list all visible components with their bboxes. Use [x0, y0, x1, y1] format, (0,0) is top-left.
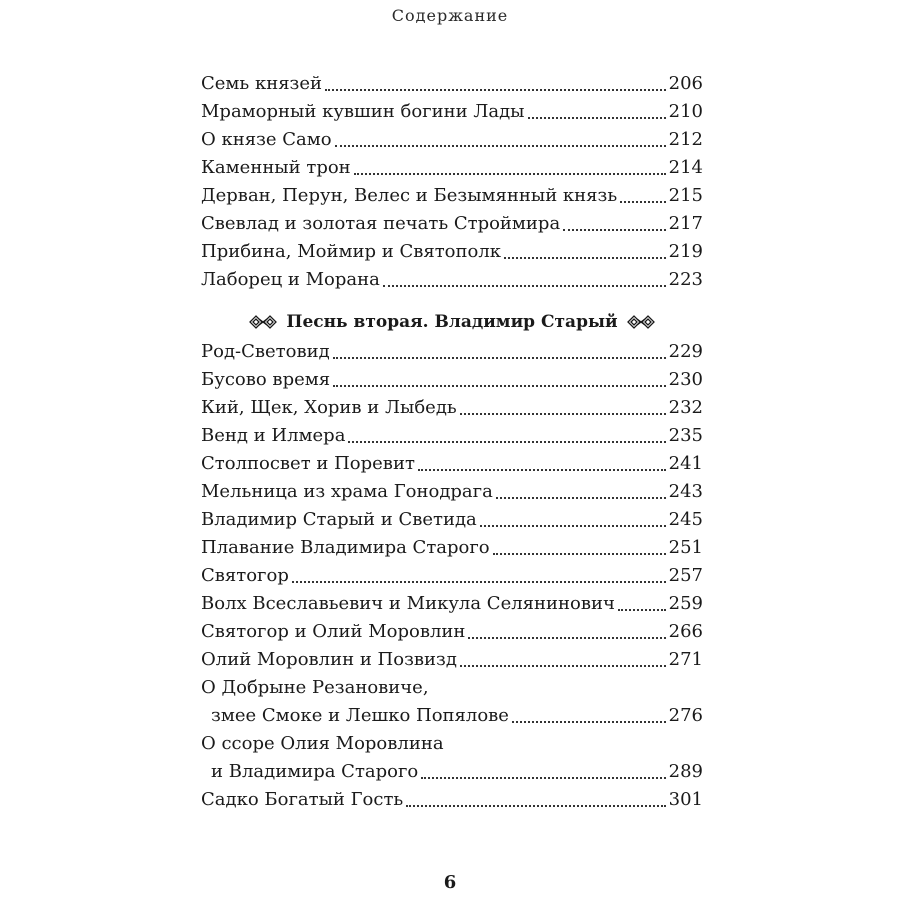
toc-entry	[201, 618, 703, 646]
dot-leader	[333, 357, 666, 359]
page-number: 6	[443, 872, 457, 893]
toc-entry-page: 212	[668, 129, 703, 150]
toc-entry-page: 223	[668, 269, 703, 290]
toc-entry	[201, 154, 703, 182]
toc-entry-title: Лаборец и Морана	[201, 269, 380, 290]
toc-entry-page: 243	[668, 481, 703, 502]
toc-entry-page: 219	[668, 241, 703, 262]
section-heading-text: Песнь вторая. Владимир Старый	[286, 312, 618, 332]
toc-entry-title: Бусово время	[201, 369, 331, 390]
dot-leader	[292, 581, 666, 583]
toc-entry-title: Мраморный кувшин богини Лады	[201, 101, 525, 122]
toc-entry-page: 230	[668, 369, 703, 390]
dot-leader	[480, 525, 666, 527]
toc-entry-title-continued: змее Смоке и Лешко Попялове	[211, 705, 509, 726]
toc-entry-title: О ссоре Олия Моровлина	[201, 733, 444, 754]
toc-entry-page: 215	[668, 185, 703, 206]
dot-leader	[383, 285, 666, 287]
dot-leader	[421, 777, 665, 779]
dot-leader	[496, 497, 666, 499]
toc-entry-title: Прибина, Моймир и Святополк	[201, 241, 502, 262]
dot-leader	[406, 805, 665, 807]
dot-leader	[468, 637, 665, 639]
knot-ornament-icon	[626, 314, 656, 330]
toc-entry-title: Кий, Щек, Хорив и Лыбедь	[201, 397, 457, 418]
toc-entry-title: Владимир Старый и Светида	[201, 509, 477, 530]
toc-entry-title: Каменный трон	[201, 157, 351, 178]
dot-leader	[493, 553, 666, 555]
toc-entry-title-continued: и Владимира Старого	[211, 761, 419, 782]
dot-leader	[504, 257, 666, 259]
toc-entry-page: 217	[668, 213, 703, 234]
toc-entry	[201, 506, 703, 534]
toc-entry-title: Садко Богатый Гость	[201, 789, 404, 810]
toc-entry-page: 276	[668, 705, 703, 726]
toc-entry	[201, 534, 703, 562]
table-of-contents	[201, 70, 703, 814]
toc-entry	[201, 590, 703, 618]
toc-entry-page: 251	[668, 537, 703, 558]
toc-entry-title: Венд и Илмера	[201, 425, 346, 446]
toc-entry-page: 241	[668, 453, 703, 474]
dot-leader	[460, 413, 666, 415]
toc-entry-title: Семь князей	[201, 73, 323, 94]
toc-entry-title: О Добрыне Резановиче,	[201, 677, 429, 698]
toc-entry-page: 289	[668, 761, 703, 782]
toc-entry	[201, 238, 703, 266]
toc-entry	[201, 450, 703, 478]
running-head: Содержание	[391, 6, 509, 25]
toc-entry	[201, 786, 703, 814]
toc-entry-page: 271	[668, 649, 703, 670]
dot-leader	[460, 665, 666, 667]
toc-entry-title: Мельница из храма Гонодрага	[201, 481, 493, 502]
toc-entry-title: Волх Всеславьевич и Микула Селянинович	[201, 593, 615, 614]
dot-leader	[333, 385, 666, 387]
toc-entry-title: Святогор и Олий Моровлин	[201, 621, 466, 642]
toc-entry	[201, 266, 703, 294]
toc-entry	[201, 674, 703, 730]
toc-entry	[201, 366, 703, 394]
dot-leader	[325, 89, 666, 91]
toc-entry-title: Святогор	[201, 565, 289, 586]
dot-leader	[335, 145, 666, 147]
toc-entry-title: Свевлад и золотая печать Строймира	[201, 213, 561, 234]
toc-entry-page: 210	[668, 101, 703, 122]
toc-entry-page: 229	[668, 341, 703, 362]
toc-entry	[201, 182, 703, 210]
toc-entry	[201, 338, 703, 366]
toc-entry-title: Столпосвет и Поревит	[201, 453, 415, 474]
toc-entry-title: Дерван, Перун, Велес и Безымянный князь	[201, 185, 618, 206]
toc-entry-page: 259	[668, 593, 703, 614]
toc-entry-page: 235	[668, 425, 703, 446]
dot-leader	[528, 117, 666, 119]
toc-entry	[201, 210, 703, 238]
toc-entry-title: Род-Световид	[201, 341, 330, 362]
toc-entry	[201, 730, 703, 786]
dot-leader	[620, 201, 665, 203]
toc-entry-page: 245	[668, 509, 703, 530]
toc-entry-page: 257	[668, 565, 703, 586]
toc-entry-title: Олий Моровлин и Позвизд	[201, 649, 457, 670]
toc-entry-page: 266	[668, 621, 703, 642]
toc-entry-title: О князе Само	[201, 129, 332, 150]
knot-ornament-icon	[248, 314, 278, 330]
dot-leader	[354, 173, 666, 175]
dot-leader	[348, 441, 665, 443]
toc-entry	[201, 562, 703, 590]
dot-leader	[418, 469, 666, 471]
toc-entry	[201, 478, 703, 506]
dot-leader	[618, 609, 666, 611]
dot-leader	[512, 721, 666, 723]
toc-entry-page: 301	[668, 789, 703, 810]
dot-leader	[563, 229, 665, 231]
toc-entry	[201, 394, 703, 422]
section-heading	[201, 308, 703, 336]
toc-entry-page: 206	[668, 73, 703, 94]
toc-entry-title: Плавание Владимира Старого	[201, 537, 490, 558]
toc-entry	[201, 422, 703, 450]
toc-entry-page: 232	[668, 397, 703, 418]
toc-entry	[201, 98, 703, 126]
toc-entry	[201, 126, 703, 154]
toc-entry	[201, 646, 703, 674]
toc-entry-page: 214	[668, 157, 703, 178]
toc-entry	[201, 70, 703, 98]
